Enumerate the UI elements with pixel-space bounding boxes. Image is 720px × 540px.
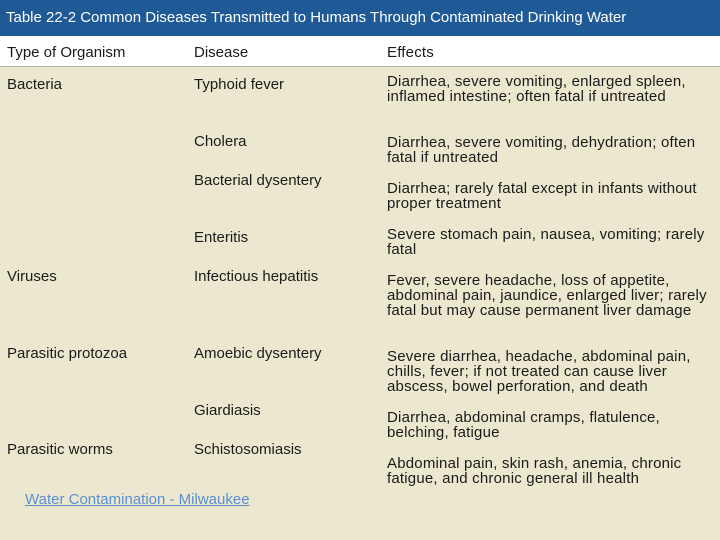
row-1-effects: Diarrhea, severe vomiting, dehydration; often fatal if untreated [387, 134, 696, 166]
row-7-disease: Schistosomiasis [194, 441, 302, 458]
row-2-disease: Bacterial dysentery [194, 172, 322, 189]
header-disease: Disease [194, 44, 249, 61]
row-0-effects: Diarrhea, severe vomiting, enlarged spleen, inflamed intestine; often fatal if untreated [387, 73, 686, 105]
row-4-effects: Fever, severe headache, loss of appetite, abdominal pain, jaundice, enlarged liver; rarely fatal but may cause permanent liver damage [387, 272, 707, 319]
row-3-effects: Severe stomach pain, nausea, vomiting; rarely fatal [387, 226, 705, 258]
row-7-organism: Parasitic worms [7, 441, 113, 458]
header-organism: Type of Organism [7, 44, 126, 61]
row-5-disease: Amoebic dysentery [194, 345, 322, 362]
water-contamination-link[interactable]: Water Contamination - Milwaukee [25, 491, 250, 508]
row-6-effects: Diarrhea, abdominal cramps, flatulence, belching, fatigue [387, 409, 660, 441]
header-effects: Effects [387, 44, 434, 61]
row-7-effects: Abdominal pain, skin rash, anemia, chronic fatigue, and chronic general ill health [387, 455, 682, 487]
row-6-disease: Giardiasis [194, 402, 261, 419]
row-3-disease: Enteritis [194, 229, 249, 246]
row-0-disease: Typhoid fever [194, 76, 285, 93]
row-2-effects: Diarrhea; rarely fatal except in infants without proper treatment [387, 180, 697, 212]
row-4-organism: Viruses [7, 268, 57, 285]
row-4-disease: Infectious hepatitis [194, 268, 319, 285]
row-0-organism: Bacteria [7, 76, 63, 93]
table-title: Table 22-2 Common Diseases Transmitted to Humans Through Contaminated Drinking Water [0, 0, 720, 36]
table-header [0, 36, 720, 67]
row-1-disease: Cholera [194, 133, 247, 150]
row-5-organism: Parasitic protozoa [7, 345, 128, 362]
row-5-effects: Severe diarrhea, headache, abdominal pain, chills, fever; if not treated can cause liver abscess, bowel perforation, and death [387, 348, 691, 395]
